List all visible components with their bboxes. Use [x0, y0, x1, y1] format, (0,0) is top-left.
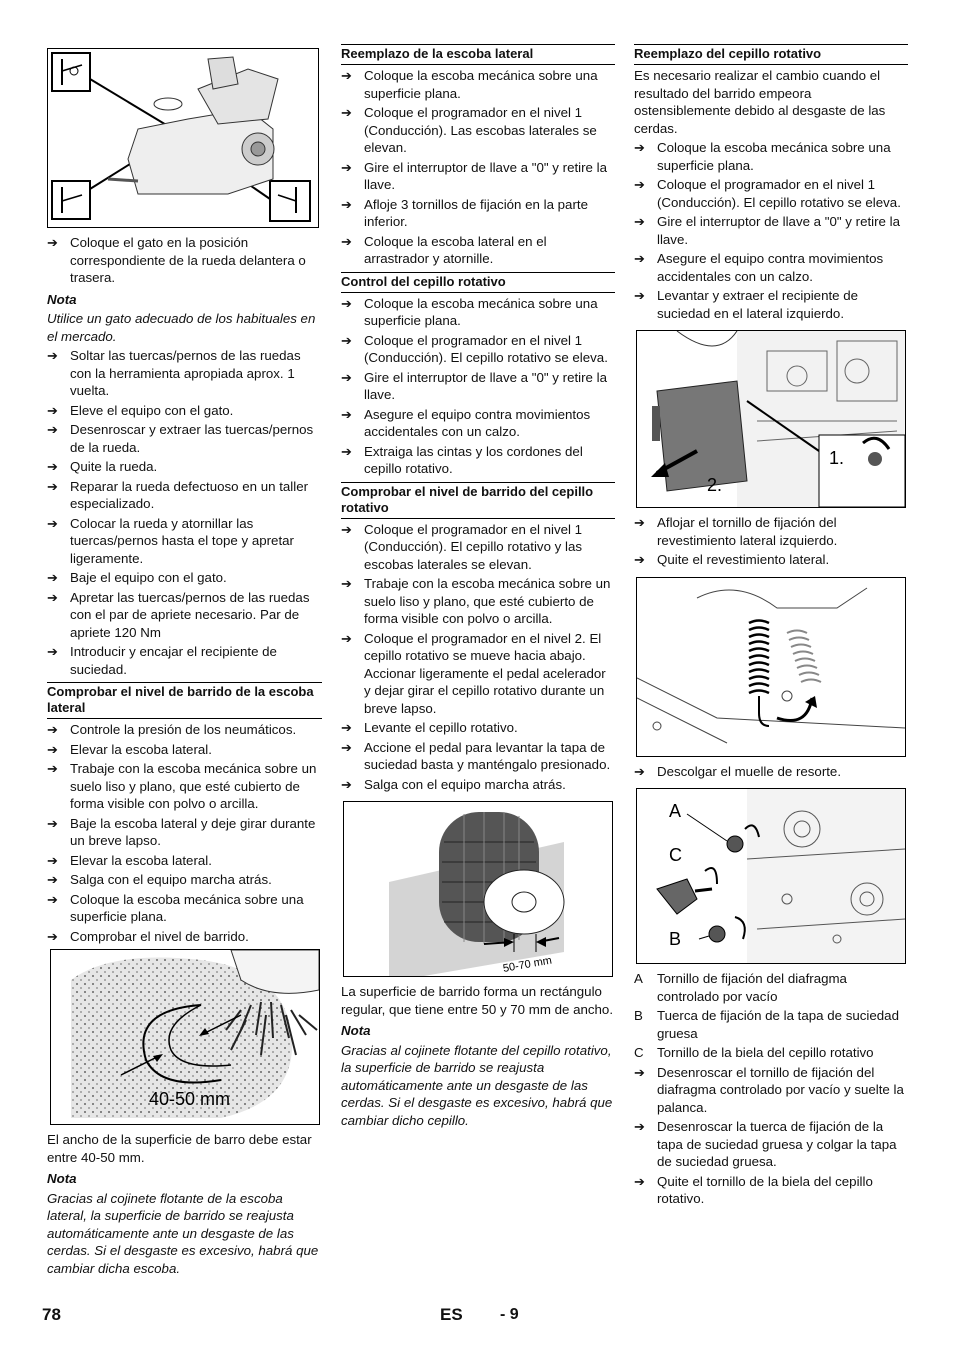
- steps-fasteners: [634, 1064, 908, 1208]
- arrow-right-icon: [634, 514, 657, 549]
- step-item: ➔ Descolgar el muelle de resorte.: [634, 763, 908, 781]
- step-item: ➔ Levantar y extraer el recipiente de suciedad en el lateral izquierdo.: [634, 287, 908, 322]
- fasteners-illustration: [637, 789, 905, 963]
- note-text: Gracias al cojinete flotante del cepillo rotativo, la superficie de barrido se reajusta automáticamente ante un desgaste de las cerdas. Si el desgaste es excesivo, habrá que cambiar dicho cepillo.: [341, 1042, 613, 1128]
- arrow-right-icon: [634, 250, 657, 285]
- arrow-right-icon: [634, 1118, 657, 1171]
- arrow-right-icon: [47, 928, 70, 946]
- roller-brush-illustration: [344, 802, 612, 976]
- step-item: ➔ Quite la rueda.: [47, 458, 322, 476]
- step-item: ➔ Elevar la escoba lateral.: [47, 741, 322, 759]
- arrow-right-icon: [47, 760, 70, 813]
- step-item: ➔ Levante el cepillo rotativo.: [341, 719, 615, 737]
- arrow-right-icon: [341, 196, 364, 231]
- arrow-right-icon: [341, 67, 364, 102]
- steps-roller-level: [341, 521, 615, 794]
- legend-item: C Tornillo de la biela del cepillo rotativo: [634, 1045, 874, 1060]
- note-title: Nota: [47, 1171, 77, 1186]
- sweep-width-label: 40-50 mm: [149, 1089, 231, 1109]
- arrow-right-icon: [47, 852, 70, 870]
- step-item: ➔ Gire el interruptor de llave a "0" y retire la llave.: [341, 159, 615, 194]
- step-item: ➔ Coloque el programador en el nivel 2. El cepillo rotativo se mueve hacia abajo. Accionar ligeramente el pedal acelerador y dejar girar el cepillo rotativo durante un breve lapso.: [341, 630, 615, 718]
- arrow-right-icon: [47, 515, 70, 568]
- section-heading: Reemplazo de la escoba lateral: [341, 44, 615, 65]
- paragraph: La superficie de barrido forma un rectángulo regular, que tiene entre 50 y 70 mm de ancho.: [341, 984, 614, 1017]
- step-item: ➔ Quite el tornillo de la biela del cepillo rotativo.: [634, 1173, 908, 1208]
- paragraph: El ancho de la superficie de barro debe estar entre 40-50 mm.: [47, 1132, 312, 1165]
- arrow-right-icon: [47, 347, 70, 400]
- arrow-right-icon: [47, 421, 70, 456]
- step-item: ➔ Eleve el equipo con el gato.: [47, 402, 322, 420]
- page-number: 78: [42, 1305, 61, 1324]
- legend-item: B Tuerca de fijación de la tapa de suciedad gruesa: [634, 1008, 899, 1041]
- step-item: ➔ Gire el interruptor de llave a "0" y retire la llave.: [634, 213, 908, 248]
- paragraph: Es necesario realizar el cambio cuando el resultado del barrido empeora ostensiblemente debido al desgaste de las cerdas.: [634, 68, 886, 136]
- step-item: ➔ Elevar la escoba lateral.: [47, 852, 322, 870]
- figure-spring: [636, 577, 906, 757]
- step-item: ➔ Gire el interruptor de llave a "0" y retire la llave.: [341, 369, 615, 404]
- arrow-right-icon: [47, 589, 70, 642]
- step-item: ➔ Accione el pedal para levantar la tapa de suciedad basta y manténgalo presionado.: [341, 739, 615, 774]
- step-item: ➔ Aflojar el tornillo de fijación del revestimiento lateral izquierdo.: [634, 514, 908, 549]
- step-item: ➔ Desenroscar el tornillo de fijación del diafragma controlado por vacío y suelte la palanca.: [634, 1064, 908, 1117]
- step-item: ➔ Coloque la escoba lateral en el arrastrador y atornille.: [341, 233, 615, 268]
- arrow-right-icon: [47, 402, 70, 420]
- steps-spring: [634, 763, 908, 781]
- arrow-right-icon: [341, 575, 364, 628]
- arrow-right-icon: [47, 721, 70, 739]
- step-item: ➔ Coloque la escoba mecánica sobre una superficie plana.: [341, 67, 615, 102]
- sweep-width-illustration: [51, 950, 319, 1124]
- note-text: Gracias al cojinete flotante de la escoba lateral, la superficie de barrido se reajusta automáticamente ante un desgaste de las cerdas. Si el desgaste es excesivo, habrá que cambiar dicha escoba.: [47, 1190, 319, 1276]
- arrow-right-icon: [341, 776, 364, 794]
- arrow-right-icon: [341, 104, 364, 157]
- figure-roller-brush-sweep: [343, 801, 613, 977]
- step-item: ➔ Coloque el programador en el nivel 1 (Conducción). El cepillo rotativo se eleva.: [634, 176, 908, 211]
- step-item: ➔ Coloque el gato en la posición correspondiente de la rueda delantera o trasera.: [47, 234, 322, 287]
- arrow-right-icon: [341, 295, 364, 330]
- section-heading: Comprobar el nivel de barrido del cepillo rotativo: [341, 482, 615, 519]
- arrow-right-icon: [634, 1064, 657, 1117]
- steps-roller-control: [341, 295, 615, 478]
- arrow-right-icon: [47, 871, 70, 889]
- arrow-right-icon: [47, 815, 70, 850]
- step-item: ➔ Coloque el programador en el nivel 1 (Conducción). Las escobas laterales se elevan.: [341, 104, 615, 157]
- arrow-right-icon: [634, 139, 657, 174]
- step-item: ➔ Comprobar el nivel de barrido.: [47, 928, 322, 946]
- step-item: ➔ Controle la presión de los neumáticos.: [47, 721, 322, 739]
- arrow-right-icon: [634, 763, 657, 781]
- arrow-right-icon: [341, 630, 364, 718]
- step-item: ➔ Soltar las tuercas/pernos de las ruedas con la herramienta apropiada aprox. 1 vuelta.: [47, 347, 322, 400]
- step-item: ➔ Trabaje con la escoba mecánica sobre un suelo liso y plano, que esté cubierto de forma visible con polvo o arcilla.: [47, 760, 322, 813]
- figure-machine-jack-points: [47, 48, 319, 228]
- step-item: ➔ Baje la escoba lateral y deje girar durante un breve lapso.: [47, 815, 322, 850]
- arrow-right-icon: [634, 551, 657, 569]
- arrow-right-icon: [341, 159, 364, 194]
- step-item: ➔ Trabaje con la escoba mecánica sobre un suelo liso y plano, que esté cubierto de forma visible con polvo o arcilla.: [341, 575, 615, 628]
- arrow-right-icon: [341, 406, 364, 441]
- column-2: [341, 44, 615, 1131]
- step-label-1: 1.: [829, 448, 845, 468]
- figure-side-cover-removal: [636, 330, 906, 508]
- arrow-right-icon: [341, 332, 364, 367]
- step-item: ➔ Baje el equipo con el gato.: [47, 569, 322, 587]
- step-item: ➔ Apretar las tuercas/pernos de las ruedas con el par de apriete necesario. Par de apriete 120 Nm: [47, 589, 322, 642]
- step-item: ➔ Introducir y encajar el recipiente de suciedad.: [47, 643, 322, 678]
- steps-side-broom-replace: [341, 67, 615, 268]
- step-item: ➔ Reparar la rueda defectuoso en un taller especializado.: [47, 478, 322, 513]
- step-item: ➔ Asegure el equipo contra movimientos accidentales con un calzo.: [634, 250, 908, 285]
- arrow-right-icon: [341, 233, 364, 268]
- step-item: ➔ Asegure el equipo contra movimientos accidentales con un calzo.: [341, 406, 615, 441]
- figure-side-broom-sweep: [50, 949, 320, 1125]
- arrow-right-icon: [634, 213, 657, 248]
- step-item: ➔ Coloque la escoba mecánica sobre una superficie plana.: [47, 891, 322, 926]
- steps-roller-replace: [634, 139, 908, 322]
- step-label-2: 2.: [707, 475, 723, 495]
- section-heading: Control del cepillo rotativo: [341, 272, 615, 293]
- legend: [634, 970, 908, 1062]
- step-item: ➔ Coloque la escoba mecánica sobre una superficie plana.: [634, 139, 908, 174]
- column-3: [634, 44, 908, 1210]
- arrow-right-icon: [341, 739, 364, 774]
- machine-illustration: [48, 49, 318, 227]
- step-item: ➔ Desenroscar y extraer las tuercas/pernos de la rueda.: [47, 421, 322, 456]
- spring-illustration: [637, 578, 905, 756]
- arrow-right-icon: [341, 443, 364, 478]
- arrow-right-icon: [47, 569, 70, 587]
- step-item: ➔ Coloque la escoba mecánica sobre una superficie plana.: [341, 295, 615, 330]
- arrow-right-icon: [47, 643, 70, 678]
- arrow-right-icon: [634, 176, 657, 211]
- figure-fasteners-abc: [636, 788, 906, 964]
- step-item: ➔ Coloque el programador en el nivel 1 (Conducción). El cepillo rotativo se eleva.: [341, 332, 615, 367]
- step-item: ➔ Extraiga las cintas y los cordones del cepillo rotativo.: [341, 443, 615, 478]
- legend-item: A Tornillo de fijación del diafragma controlado por vacío: [634, 971, 847, 1004]
- section-heading: Comprobar el nivel de barrido de la escoba lateral: [47, 682, 322, 719]
- section-heading: Reemplazo del cepillo rotativo: [634, 44, 908, 65]
- sweep-width-label: 50-70 mm: [502, 954, 553, 975]
- step-item: ➔ Colocar la rueda y atornillar las tuercas/pernos hasta el tope y apretar ligeramente.: [47, 515, 322, 568]
- step-item: ➔ Salga con el equipo marcha atrás.: [341, 776, 615, 794]
- step-item: ➔ Quite el revestimiento lateral.: [634, 551, 908, 569]
- step-item: ➔ Desenroscar la tuerca de fijación de la tapa de suciedad gruesa y colgar la tapa de suciedad gruesa.: [634, 1118, 908, 1171]
- step-item: ➔ Coloque el programador en el nivel 1 (Conducción). El cepillo rotativo y las escobas laterales se elevan.: [341, 521, 615, 574]
- arrow-right-icon: [634, 1173, 657, 1208]
- steps-wheel: [47, 347, 322, 678]
- arrow-right-icon: [341, 521, 364, 574]
- arrow-right-icon: [47, 458, 70, 476]
- step-item: ➔ Salga con el equipo marcha atrás.: [47, 871, 322, 889]
- arrow-right-icon: [634, 287, 657, 322]
- steps-cover: [634, 514, 908, 569]
- label-c: C: [669, 845, 682, 865]
- arrow-right-icon: [47, 478, 70, 513]
- arrow-right-icon: [47, 234, 70, 287]
- side-cover-illustration: [637, 331, 905, 507]
- column-1: [47, 44, 322, 1279]
- steps-side-broom-check: [47, 721, 322, 945]
- note-text: Utilice un gato adecuado de los habituales en el mercado.: [47, 311, 316, 344]
- sub-page-number: - 9: [500, 1306, 519, 1323]
- arrow-right-icon: [341, 369, 364, 404]
- steps-jack: [47, 234, 322, 287]
- arrow-right-icon: [47, 741, 70, 759]
- arrow-right-icon: [341, 719, 364, 737]
- label-a: A: [669, 801, 682, 821]
- step-item: ➔ Afloje 3 tornillos de fijación en la parte inferior.: [341, 196, 615, 231]
- language-code: ES: [440, 1305, 463, 1324]
- note-title: Nota: [47, 291, 77, 307]
- arrow-right-icon: [47, 891, 70, 926]
- label-b: B: [669, 929, 682, 949]
- note-title: Nota: [341, 1023, 371, 1038]
